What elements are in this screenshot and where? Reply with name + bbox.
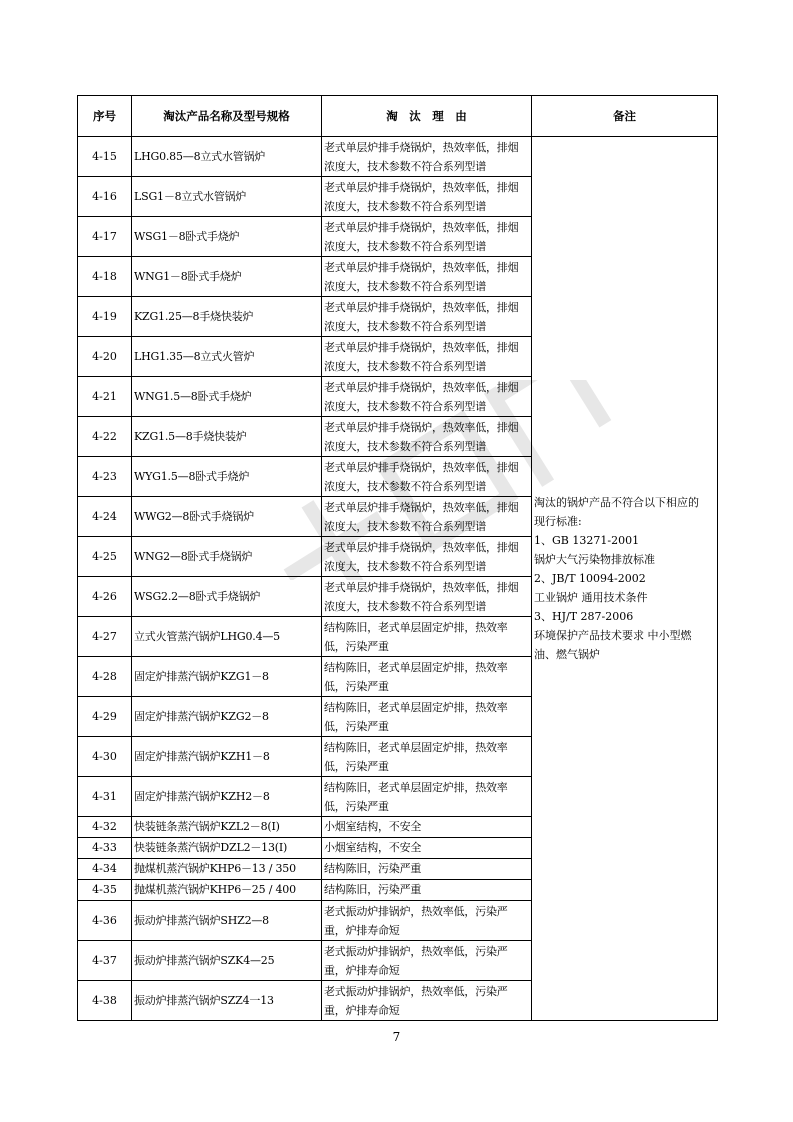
row-serial-number: 4-19 xyxy=(78,297,132,337)
row-product-name: 固定炉排蒸汽锅炉KZG1－8 xyxy=(132,657,322,697)
row-product-name: WSG2.2—8卧式手烧锅炉 xyxy=(132,577,322,617)
remark-line: 油、燃气锅炉 xyxy=(534,648,600,661)
row-product-name: LHG1.35—8立式火管炉 xyxy=(132,337,322,377)
table-body xyxy=(78,137,718,1021)
row-reason: 老式单层炉排手烧锅炉，热效率低，排烟浓度大，技术参数不符合系列型谱 xyxy=(322,497,532,537)
row-product-name: 立式火管蒸汽锅炉LHG0.4—5 xyxy=(132,617,322,657)
row-serial-number: 4-23 xyxy=(78,457,132,497)
row-reason: 老式单层炉排手烧锅炉，热效率低，排烟浓度大，技术参数不符合系列型谱 xyxy=(322,177,532,217)
row-reason: 小烟室结构，不安全 xyxy=(322,817,532,838)
header-reason: 淘 汰 理 由 xyxy=(322,96,532,137)
row-product-name: 固定炉排蒸汽锅炉KZH1－8 xyxy=(132,737,322,777)
row-product-name: KZG1.5—8手烧快装炉 xyxy=(132,417,322,457)
row-product-name: LHG0.85—8立式水管锅炉 xyxy=(132,137,322,177)
row-product-name: 快装链条蒸汽锅炉KZL2－8(I) xyxy=(132,817,322,838)
row-reason: 老式单层炉排手烧锅炉，热效率低，排烟浓度大，技术参数不符合系列型谱 xyxy=(322,537,532,577)
header-serial-number: 序号 xyxy=(78,96,132,137)
row-product-name: WNG2—8卧式手烧锅炉 xyxy=(132,537,322,577)
row-reason: 老式单层炉排手烧锅炉，热效率低，排烟浓度大，技术参数不符合系列型谱 xyxy=(322,297,532,337)
row-reason: 老式单层炉排手烧锅炉，热效率低，排烟浓度大，技术参数不符合系列型谱 xyxy=(322,337,532,377)
row-serial-number: 4-38 xyxy=(78,981,132,1021)
row-reason: 结构陈旧，老式单层固定炉排，热效率低，污染严重 xyxy=(322,697,532,737)
remark-line: 淘汰的锅炉产品不符合以下相应的 xyxy=(534,496,699,509)
row-serial-number: 4-37 xyxy=(78,941,132,981)
row-serial-number: 4-32 xyxy=(78,817,132,838)
row-serial-number: 4-21 xyxy=(78,377,132,417)
row-serial-number: 4-16 xyxy=(78,177,132,217)
row-serial-number: 4-33 xyxy=(78,838,132,859)
remark-cell xyxy=(532,137,718,1021)
row-serial-number: 4-20 xyxy=(78,337,132,377)
row-serial-number: 4-27 xyxy=(78,617,132,657)
row-product-name: 固定炉排蒸汽锅炉KZG2－8 xyxy=(132,697,322,737)
row-reason: 老式单层炉排手烧锅炉，热效率低，排烟浓度大，技术参数不符合系列型谱 xyxy=(322,217,532,257)
row-serial-number: 4-34 xyxy=(78,859,132,880)
row-reason: 老式单层炉排手烧锅炉，热效率低，排烟浓度大，技术参数不符合系列型谱 xyxy=(322,417,532,457)
row-reason: 老式单层炉排手烧锅炉，热效率低，排烟浓度大，技术参数不符合系列型谱 xyxy=(322,257,532,297)
row-serial-number: 4-22 xyxy=(78,417,132,457)
row-product-name: WNG1.5—8卧式手烧炉 xyxy=(132,377,322,417)
header-product-name: 淘汰产品名称及型号规格 xyxy=(132,96,322,137)
table-row xyxy=(78,137,718,177)
page-number: 7 xyxy=(392,1030,401,1044)
row-product-name: 振动炉排蒸汽锅炉SHZ2—8 xyxy=(132,901,322,941)
row-reason: 老式振动炉排锅炉，热效率低，污染严重，炉排寿命短 xyxy=(322,941,532,981)
row-product-name: 振动炉排蒸汽锅炉SZK4—25 xyxy=(132,941,322,981)
row-product-name: WYG1.5—8卧式手烧炉 xyxy=(132,457,322,497)
header-remark: 备注 xyxy=(532,96,718,137)
row-reason: 老式单层炉排手烧锅炉，热效率低，排烟浓度大，技术参数不符合系列型谱 xyxy=(322,377,532,417)
row-reason: 小烟室结构，不安全 xyxy=(322,838,532,859)
row-serial-number: 4-24 xyxy=(78,497,132,537)
remark-line: 现行标准: xyxy=(534,515,582,528)
table-header-row xyxy=(78,96,718,137)
row-serial-number: 4-25 xyxy=(78,537,132,577)
remark-line: 1、GB 13271-2001 xyxy=(534,534,640,547)
row-serial-number: 4-30 xyxy=(78,737,132,777)
row-product-name: WSG1－8卧式手烧炉 xyxy=(132,217,322,257)
row-reason: 结构陈旧，老式单层固定炉排，热效率低，污染严重 xyxy=(322,737,532,777)
remark-line: 工业锅炉 通用技术条件 xyxy=(534,591,648,604)
remark-line: 3、HJ/T 287-2006 xyxy=(534,610,634,623)
row-serial-number: 4-29 xyxy=(78,697,132,737)
row-serial-number: 4-15 xyxy=(78,137,132,177)
row-reason: 结构陈旧，污染严重 xyxy=(322,859,532,880)
row-reason: 老式振动炉排锅炉，热效率低，污染严重，炉排寿命短 xyxy=(322,901,532,941)
row-reason: 老式单层炉排手烧锅炉，热效率低，排烟浓度大，技术参数不符合系列型谱 xyxy=(322,137,532,177)
row-serial-number: 4-26 xyxy=(78,577,132,617)
remark-line: 锅炉大气污染物排放标准 xyxy=(534,553,655,566)
row-serial-number: 4-35 xyxy=(78,880,132,901)
row-product-name: 抛煤机蒸汽锅炉KHP6－13 / 350 xyxy=(132,859,322,880)
row-reason: 老式单层炉排手烧锅炉，热效率低，排烟浓度大，技术参数不符合系列型谱 xyxy=(322,577,532,617)
row-product-name: WNG1－8卧式手烧炉 xyxy=(132,257,322,297)
row-serial-number: 4-31 xyxy=(78,777,132,817)
row-product-name: 振动炉排蒸汽锅炉SZZ4一13 xyxy=(132,981,322,1021)
row-reason: 结构陈旧，老式单层固定炉排，热效率低，污染严重 xyxy=(322,777,532,817)
row-reason: 结构陈旧，老式单层固定炉排，热效率低，污染严重 xyxy=(322,617,532,657)
remark-line: 2、JB/T 10094-2002 xyxy=(534,572,646,585)
row-reason: 结构陈旧，老式单层固定炉排，热效率低，污染严重 xyxy=(322,657,532,697)
eliminated-products-table xyxy=(77,95,718,1021)
row-reason: 结构陈旧，污染严重 xyxy=(322,880,532,901)
remark-line: 环境保护产品技术要求 中小型燃 xyxy=(534,629,692,642)
row-serial-number: 4-36 xyxy=(78,901,132,941)
row-reason: 老式单层炉排手烧锅炉，热效率低，排烟浓度大，技术参数不符合系列型谱 xyxy=(322,457,532,497)
row-product-name: WWG2—8卧式手烧锅炉 xyxy=(132,497,322,537)
row-serial-number: 4-28 xyxy=(78,657,132,697)
row-serial-number: 4-17 xyxy=(78,217,132,257)
row-product-name: 抛煤机蒸汽锅炉KHP6－25 / 400 xyxy=(132,880,322,901)
row-product-name: 固定炉排蒸汽锅炉KZH2－8 xyxy=(132,777,322,817)
row-reason: 老式振动炉排锅炉，热效率低，污染严重，炉排寿命短 xyxy=(322,981,532,1021)
row-product-name: LSG1－8立式水管锅炉 xyxy=(132,177,322,217)
row-product-name: KZG1.25—8手烧快装炉 xyxy=(132,297,322,337)
row-product-name: 快装链条蒸汽锅炉DZL2－13(I) xyxy=(132,838,322,859)
row-serial-number: 4-18 xyxy=(78,257,132,297)
